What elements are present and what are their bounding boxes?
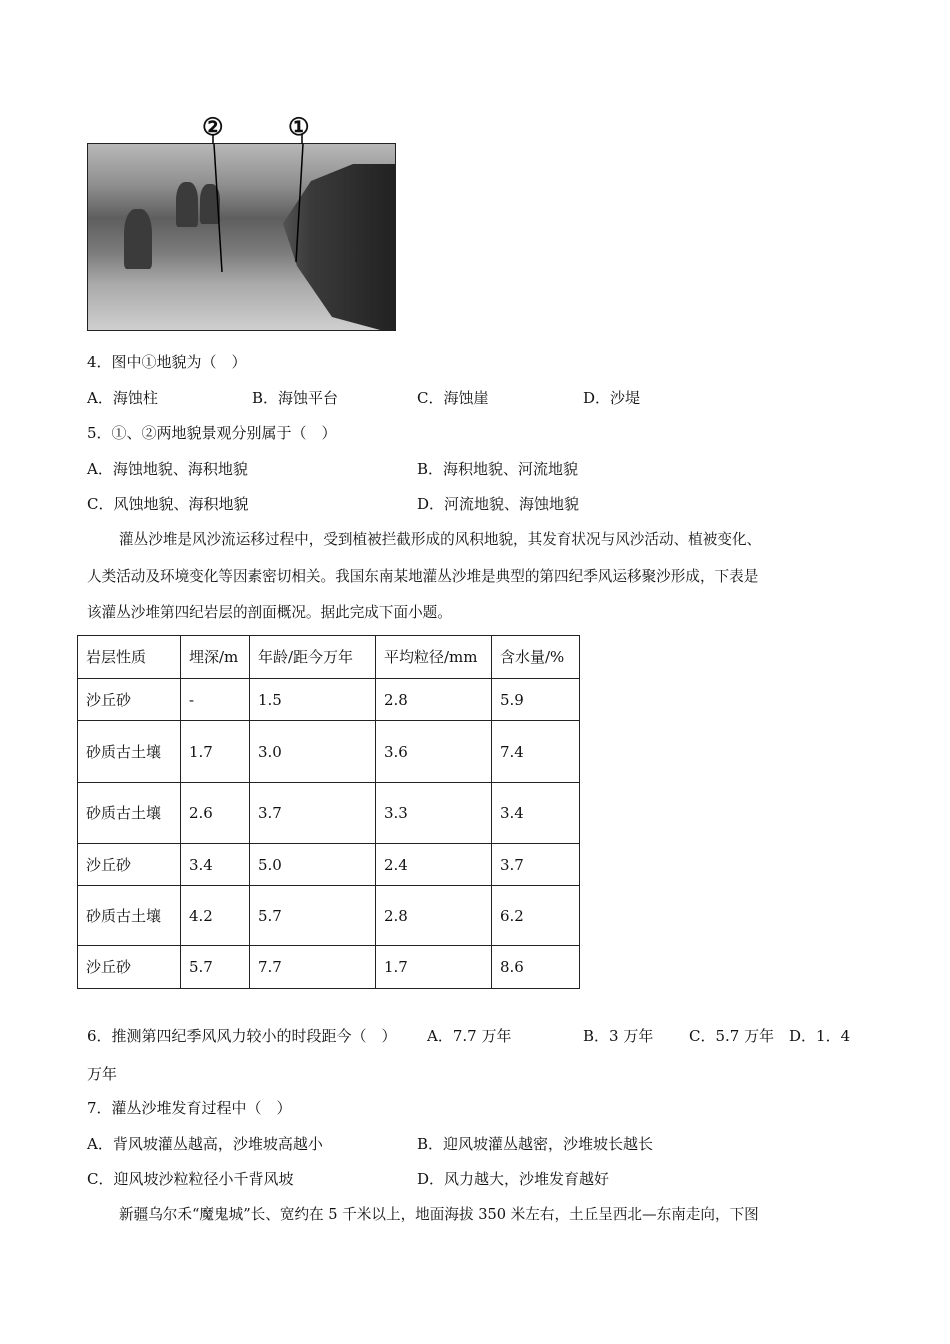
table-cell: - xyxy=(181,679,250,721)
table-row xyxy=(78,679,580,721)
table-row xyxy=(78,783,580,844)
q6-stem: 6．推测第四纪季风风力较小的时段距今（ ） xyxy=(87,1027,397,1045)
table-cell: 3.7 xyxy=(492,844,580,886)
table-cell: 沙丘砂 xyxy=(78,946,181,989)
table-cell: 砂质古土壤 xyxy=(78,721,181,783)
q4-option-d: D．沙堤 xyxy=(583,389,641,407)
table-cell: 砂质古土壤 xyxy=(78,886,181,946)
header-cell: 平均粒径/mm xyxy=(376,636,492,679)
stratum-table xyxy=(77,635,580,989)
table-row xyxy=(78,721,580,783)
table-cell: 8.6 xyxy=(492,946,580,989)
table-cell: 3.0 xyxy=(250,721,376,783)
figure-label-1: ① xyxy=(288,112,310,141)
table-cell: 5.0 xyxy=(250,844,376,886)
q5-option-c: C．风蚀地貌、海积地貌 xyxy=(87,495,249,513)
coastal-landform-photo xyxy=(87,143,396,331)
table-cell: 2.8 xyxy=(376,679,492,721)
table-cell: 2.4 xyxy=(376,844,492,886)
header-cell: 岩层性质 xyxy=(78,636,181,679)
table-cell: 2.6 xyxy=(181,783,250,844)
q4-stem: 4．图中①地貌为（ ） xyxy=(87,353,247,371)
pointer-lines xyxy=(88,144,395,330)
table-cell: 3.3 xyxy=(376,783,492,844)
header-cell: 含水量/% xyxy=(492,636,580,679)
table-cell: 沙丘砂 xyxy=(78,679,181,721)
table-cell: 1.7 xyxy=(376,946,492,989)
q6-option-c: C．5.7 万年 xyxy=(689,1027,775,1045)
table-cell: 5.9 xyxy=(492,679,580,721)
table-cell: 3.4 xyxy=(181,844,250,886)
table-cell: 4.2 xyxy=(181,886,250,946)
label-leader-lines xyxy=(0,134,950,154)
q7-option-b: B．迎风坡灌丛越密，沙堆坡长越长 xyxy=(417,1135,654,1153)
table-row xyxy=(78,844,580,886)
q5-option-d: D．河流地貌、海蚀地貌 xyxy=(417,495,580,513)
passage1-line: 灌丛沙堆是风沙流运移过程中，受到植被拦截形成的风积地貌，其发育状况与风沙活动、植被变化、 xyxy=(119,531,762,548)
table-cell: 3.7 xyxy=(250,783,376,844)
q7-option-a: A．背风坡灌丛越高，沙堆坡高越小 xyxy=(87,1135,323,1153)
passage2: 新疆乌尔禾“魔鬼城”长、宽约在 5 千米以上，地面海拔 350 米左右，土丘呈西北—东南走向，下图 xyxy=(119,1206,759,1223)
q6-wrap: 万年 xyxy=(87,1065,118,1083)
table-cell: 1.5 xyxy=(250,679,376,721)
table-cell: 1.7 xyxy=(181,721,250,783)
q6-option-b: B．3 万年 xyxy=(583,1027,654,1045)
table-cell: 7.4 xyxy=(492,721,580,783)
q4-option-a: A．海蚀柱 xyxy=(87,389,158,407)
q6-option-d: D．1．4 xyxy=(789,1027,851,1045)
q5-option-a: A．海蚀地貌、海积地貌 xyxy=(87,460,248,478)
figure-label-2: ② xyxy=(202,112,224,141)
table-cell: 6.2 xyxy=(492,886,580,946)
passage1-line: 该灌丛沙堆第四纪岩层的剖面概况。据此完成下面小题。 xyxy=(87,604,452,621)
q4-option-b: B．海蚀平台 xyxy=(252,389,339,407)
table-header-row xyxy=(78,636,580,679)
q4-option-c: C．海蚀崖 xyxy=(417,389,489,407)
table-cell: 砂质古土壤 xyxy=(78,783,181,844)
q5-stem: 5．①、②两地貌景观分别属于（ ） xyxy=(87,424,337,442)
table-cell: 5.7 xyxy=(181,946,250,989)
table-cell: 2.8 xyxy=(376,886,492,946)
table-cell: 5.7 xyxy=(250,886,376,946)
passage1-line: 人类活动及环境变化等因素密切相关。我国东南某地灌丛沙堆是典型的第四纪季风运移聚沙形成，下表是 xyxy=(87,568,759,585)
q5-option-b: B．海积地貌、河流地貌 xyxy=(417,460,579,478)
table-row xyxy=(78,946,580,989)
header-cell: 埋深/m xyxy=(181,636,250,679)
q7-stem: 7．灌丛沙堆发育过程中（ ） xyxy=(87,1099,292,1117)
q7-option-c: C．迎风坡沙粒粒径小千背风坡 xyxy=(87,1170,294,1188)
header-cell: 年龄/距今万年 xyxy=(250,636,376,679)
table-row xyxy=(78,886,580,946)
table-cell: 7.7 xyxy=(250,946,376,989)
table-cell: 沙丘砂 xyxy=(78,844,181,886)
table-cell: 3.6 xyxy=(376,721,492,783)
table-cell: 3.4 xyxy=(492,783,580,844)
q6-option-a: A．7.7 万年 xyxy=(427,1027,512,1045)
q7-option-d: D．风力越大，沙堆发育越好 xyxy=(417,1170,610,1188)
